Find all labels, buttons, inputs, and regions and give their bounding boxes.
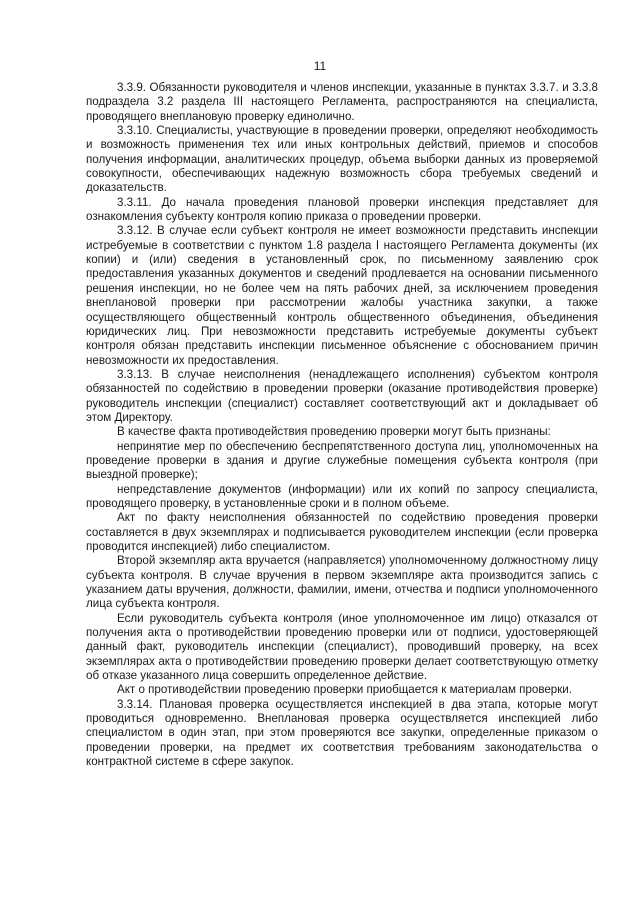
paragraph-act-signing: Акт по факту неисполнения обязанностей по содействию проведения проверки составляется в двух экземплярах и подписывается руководителем инспекции (если проверка проводится инспекцией) либо специалистом. <box>86 511 598 553</box>
paragraph-3-3-11: 3.3.11. До начала проведения плановой проверки инспекция представляет для ознакомления субъекту контроля копию приказа о проведении проверки. <box>86 195 598 224</box>
paragraph-obstruction-documents: непредставление документов (информации) или их копий по запросу специалиста, проводящего проверку, в установленные сроки и в полном объеме. <box>86 482 598 510</box>
document-body <box>86 81 598 770</box>
page-number: 11 <box>313 59 327 73</box>
paragraph-3-3-10: 3.3.10. Специалисты, участвующие в проведении проверки, определяют необходимость и возможность применения тех или иных контрольных действий, приемов и способов получения информации, аналитических процедур, объема выборки данных из проверяемой совокупности, обеспечивающих надежную возможность сбора требуемых сведений и доказательств. <box>86 124 598 195</box>
paragraph-3-3-9: 3.3.9. Обязанности руководителя и членов инспекции, указанные в пунктах 3.3.7. и 3.3.8 подраздела 3.2 раздела III настоящего Регламента, распространяются на специалиста, проводящего внеплановую проверку единолично. <box>86 81 598 123</box>
paragraph-obstruction-access: непринятие мер по обеспечению беспрепятственного доступа лиц, уполномоченных на проведение проверки в здания и другие служебные помещения субъекта контроля (при выездной проверке); <box>86 439 598 482</box>
paragraph-3-3-13: 3.3.13. В случае неисполнения (ненадлежащего исполнения) субъектом контроля обязанностей по содействию в проведении проверки (оказание противодействия проверке) руководитель инспекции (специалист) составляет соответствующий акт и докладывает об этом Директору. <box>86 367 598 424</box>
paragraph-3-3-14: 3.3.14. Плановая проверка осуществляется инспекцией в два этапа, которые могут проводиться одновременно. Внеплановая проверка осуществляется инспекцией либо специалистом в один этап, при этом проверяются все закупки, определенные приказом о проведении проверки, на предмет их соответствия требованиям законодательства о контрактной системе в сфере закупок. <box>86 697 598 769</box>
paragraph-act-refusal: Если руководитель субъекта контроля (иное уполномоченное им лицо) отказался от получения акта о противодействии проведению проверки или от подписи, удостоверяющей данный факт, руководитель инспекции (специалист), проводивший проверку, на всех экземплярах акта о противодействии проведению проверки делает соответствующую отметку об отказе указанного лица совершить определенное действие. <box>86 611 598 683</box>
paragraph-act-attached: Акт о противодействии проведению проверки приобщается к материалам проверки. <box>117 683 573 697</box>
paragraph-3-3-12: 3.3.12. В случае если субъект контроля не имеет возможности представить инспекции истребуемые в соответствии с пунктом 1.8 раздела I настоящего Регламента документы (их копии) и (или) сведения в установленный срок, по письменному заявлению срок предоставления указанных документов и сведений продлевается на основании письменного решения инспекции, но не более чем на пять рабочих дней, за исключением проведения внеплановой проверки при рассмотрении жалобы участника закупки, а также осуществляющего общественный контроль общественного объединения, объединения юридических лиц. При невозможности представить истребуемые документы субъект контроля обязан представить инспекции письменное объяснение с обоснованием причин невозможности их предоставления. <box>86 224 598 367</box>
paragraph-act-second-copy: Второй экземпляр акта вручается (направляется) уполномоченному должностному лицу субъекта контроля. В случае вручения в первом экземпляре акта производится запись с указанием даты вручения, должности, фамилии, имени, отчества и подписи уполномоченного лица субъекта контроля. <box>86 554 598 611</box>
paragraph-obstruction-facts-intro: В качестве факта противодействия проведению проверки могут быть признаны: <box>117 425 551 439</box>
